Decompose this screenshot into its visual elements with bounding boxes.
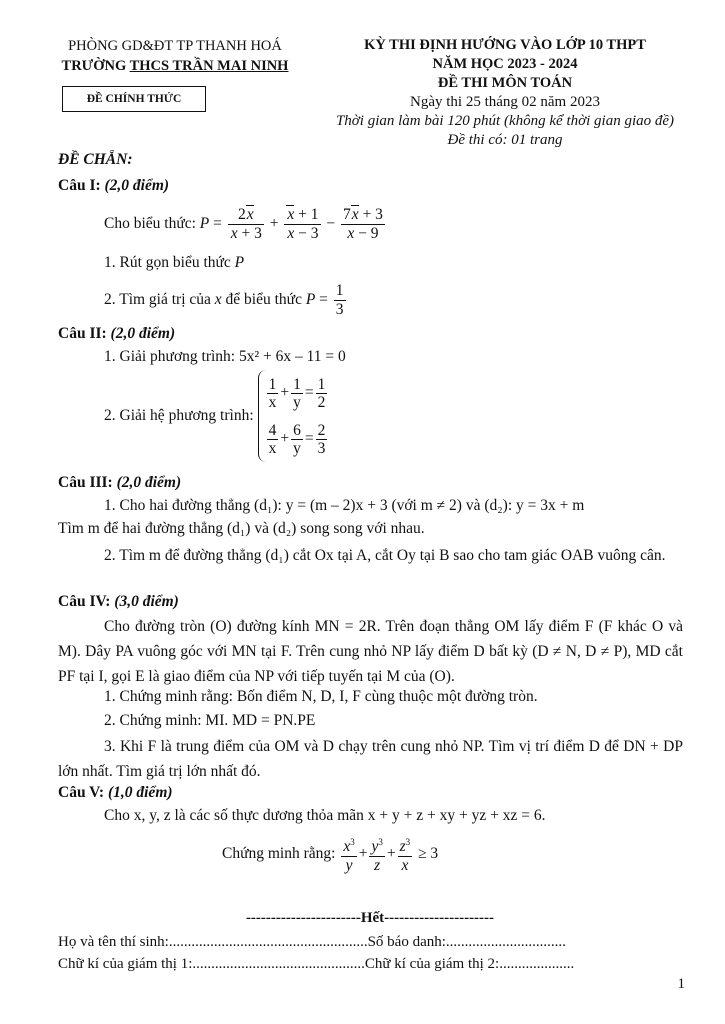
header-right xyxy=(300,36,710,150)
page-number: 1 xyxy=(677,976,685,992)
q4-heading: Câu IV: (3,0 điểm) xyxy=(58,593,179,610)
q1-task2: 2. Tìm giá trị của x để biểu thức P = $\frac{1}{3}$ xyxy=(104,281,344,318)
exam-pages: Đề thi có: 01 trang xyxy=(447,132,563,148)
exam-title: KỲ THI ĐỊNH HƯỚNG VÀO LỚP 10 THPT xyxy=(364,37,646,53)
q3-task1-line2: Tìm m để hai đường thẳng (d₁) và (d₂) song song với nhau. xyxy=(58,520,425,537)
q3-task1: 1. Cho hai đường thẳng (d₁): y = (m – 2)x + 3 (với m ≠ 2) và (d₂): y = 3x + m xyxy=(104,497,585,514)
q2-heading: Câu II: (2,0 điểm) xyxy=(58,325,176,342)
q1-expression: Cho biểu thức: P = $\frac{2x}{x + 3}$ + $\frac{x + 1}{x - 3}$ − $\frac{7x + 3}{x - 9}$ xyxy=(104,205,383,242)
variant-label: ĐỀ CHẴN: xyxy=(58,151,133,168)
q4-task1: 1. Chứng minh rằng: Bốn điểm N, D, I, F cùng thuộc một đường tròn. xyxy=(104,688,538,705)
school-name: TRƯỜNG THCS TRẦN MAI NINH xyxy=(61,58,289,74)
equation-system: $\frac{1}{x}$ + $\frac{1}{y}$ = $\frac{1}{2}$ $\frac{4}{x}$ + $\frac{6}{y}$ = $\frac{2}{3}$ xyxy=(258,370,330,462)
q4-intro: Cho đường tròn (O) đường kính MN = 2R. Trên đoạn thẳng OM lấy điểm F (F khác O và M). Dây PA vuông góc với MN tại F. Trên cung nhỏ NP lấy điểm D bất kỳ (D ≠ N, D ≠ P), MD cắt PF tại I, gọi E là giao điểm của NP với tiếp tuyến tại M của (O). xyxy=(58,618,683,685)
exam-subject: ĐỀ THI MÔN TOÁN xyxy=(437,75,573,91)
candidate-info-line: Họ và tên thí sinh:.....................................................Số báo danh:................................ xyxy=(58,934,566,950)
exam-duration: Thời gian làm bài 120 phút (không kể thời gian giao đề) xyxy=(335,113,675,129)
school-year: NĂM HỌC 2023 - 2024 xyxy=(432,56,578,72)
invigilator-signature-line: Chữ kí của giám thị 1:..............................................Chữ kí của giám thị 2:.................... xyxy=(58,956,575,972)
q5-heading: Câu V: (1,0 điểm) xyxy=(58,784,173,801)
q1-task1: 1. Rút gọn biểu thức P xyxy=(104,254,245,271)
department-name: PHÒNG GD&ĐT TP THANH HOÁ xyxy=(68,38,282,54)
q1-heading: Câu I: (2,0 điểm) xyxy=(58,177,170,194)
exam-date: Ngày thi 25 tháng 02 năm 2023 xyxy=(410,94,600,110)
end-marker: -----------------------Hết---------------------- xyxy=(245,910,495,926)
q3-task2: 2. Tìm m để đường thẳng (d₁) cắt Ox tại A, cắt Oy tại B sao cho tam giác OAB vuông cân. xyxy=(104,547,666,564)
header-left xyxy=(40,36,310,76)
q4-task2: 2. Chứng minh: MI. MD = PN.PE xyxy=(104,712,316,729)
q2-task1: 1. Giải phương trình: 5x² + 6x – 11 = 0 xyxy=(104,348,346,365)
q2-task2: 2. Giải hệ phương trình: $\frac{1}{x}$ + $\frac{1}{y}$ = $\frac{1}{2}$ $\frac{4}{x}$ + $\frac{6}{y}$ = $\frac{2}{3}$ xyxy=(104,370,329,462)
q5-intro: Cho x, y, z là các số thực dương thỏa mãn x + y + z + xy + yz + xz = 6. xyxy=(104,807,546,824)
q4-task3: 3. Khi F là trung điểm của OM và D chạy trên cung nhỏ NP. Tìm vị trí điểm D để DN + DP lớn nhất. Tìm giá trị lớn nhất đó. xyxy=(58,738,683,780)
q3-heading: Câu III: (2,0 điểm) xyxy=(58,474,182,491)
q5-inequality: Chứng minh rằng: $\frac{x^3}{y}$ + $\frac{y^3}{z}$ + $\frac{z^3}{x}$ ≥ 3 xyxy=(222,832,438,876)
official-badge: ĐỀ CHÍNH THỨC xyxy=(62,86,206,112)
